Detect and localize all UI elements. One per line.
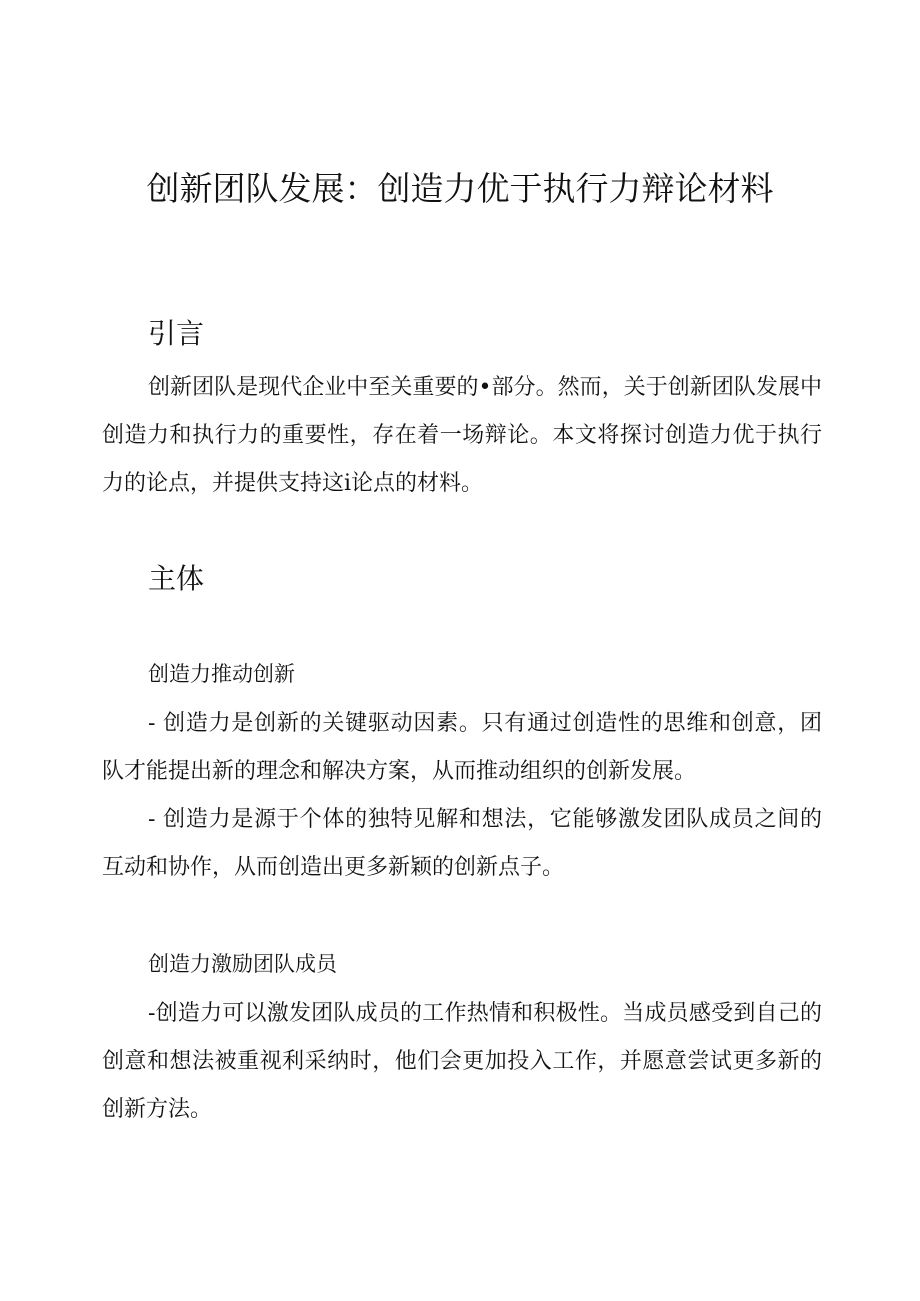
subsection-heading-creativity-drives-innovation: 创造力推动创新: [148, 662, 295, 686]
body-paragraph-2: - 创造力是源于个体的独特见解和想法，它能够激发团队成员之间的互动和协作，从而创造出更多新颖的创新点子。: [102, 807, 822, 880]
body-paragraph-3: -创造力可以激发团队成员的工作热情和积极性。当成员感受到自己的创意和想法被重视利采纳时，他们会更加投入工作，并愿意尝试更多新的创新方法。: [102, 1001, 822, 1122]
document-title: 创新团队发展：创造力优于执行力辩论材料: [146, 169, 774, 208]
section-heading-body: 主体: [148, 562, 205, 595]
body-paragraph-1: - 创造力是创新的关键驱动因素。只有通过创造性的思维和创意，团队才能提出新的理念和解决方案，从而推动组织的创新发展。: [102, 711, 822, 784]
intro-paragraph: 创新团队是现代企业中至关重要的•部分。然而，关于创新团队发展中创造力和执行力的重要性，存在着一场辩论。本文将探讨创造力优于执行力的论点，并提供支持这i论点的材料。: [102, 375, 822, 496]
subsection-heading-creativity-motivates-members: 创造力激励团队成员: [148, 952, 337, 976]
section-heading-intro: 引言: [148, 317, 205, 350]
